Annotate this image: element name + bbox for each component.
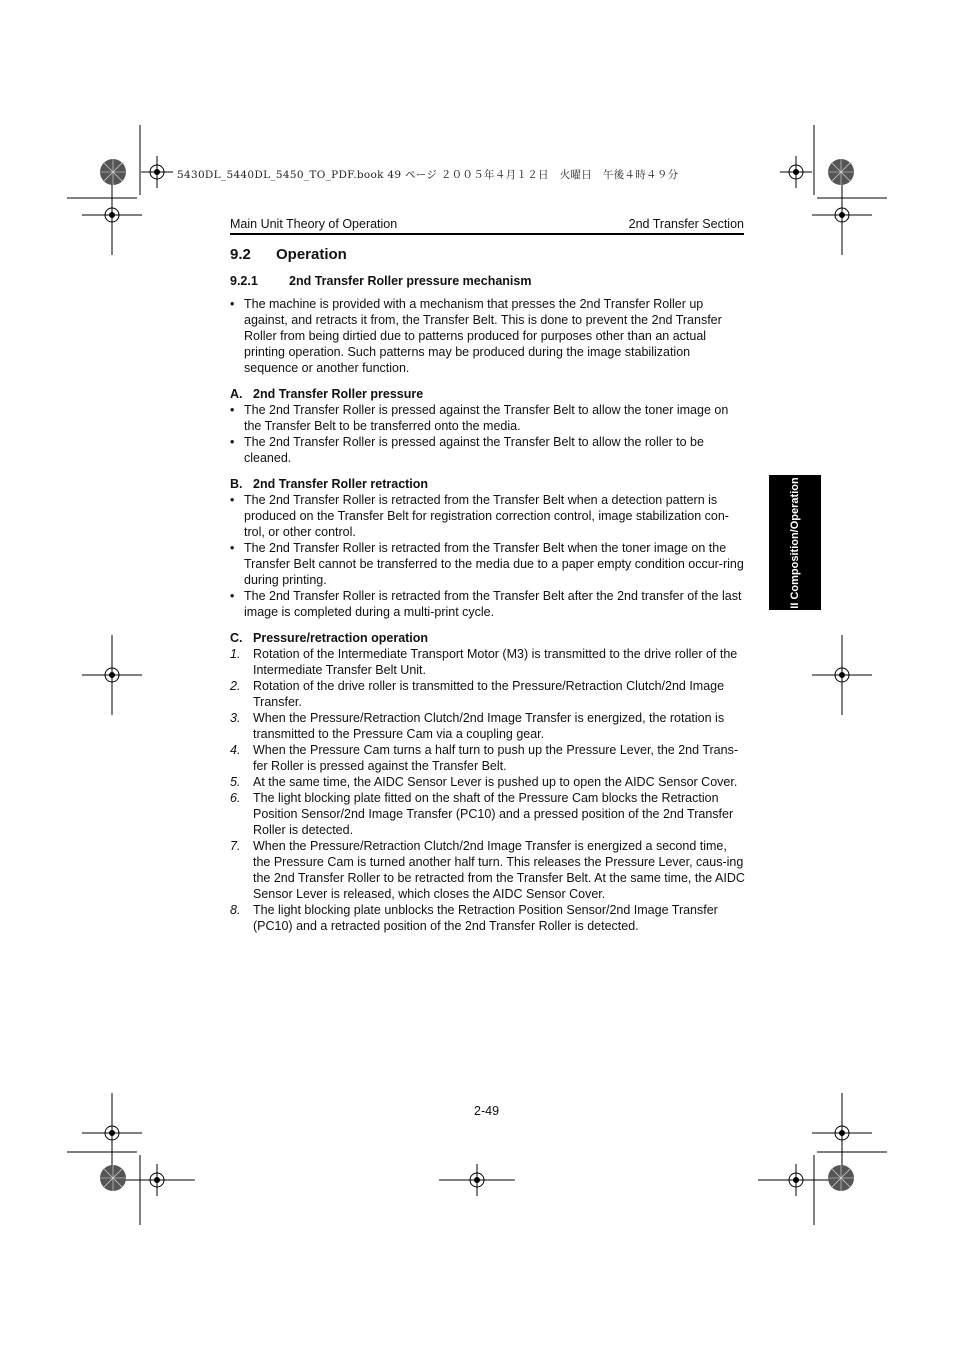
intro-text: The machine is provided with a mechanism that presses the 2nd Transfer Roller up against, and retracts it from, the Transfer Belt. This is done to prevent the 2nd Transfer Roller from being dirtied due to patterns produced for purposes other than an actual printing operation. Such patterns may be produced during the image stabilization sequence or another function.: [244, 297, 722, 375]
file-slug: 5430DL_5440DL_5450_TO_PDF.book 49 ページ ２００５年４月１２日 火曜日 午後４時４９分: [177, 169, 679, 181]
header-rule: [230, 233, 744, 235]
step-text: When the Pressure/Retraction Clutch/2nd Image Transfer is energized a second time, the Pressure Cam is turned another half turn. This releases the Pressure Lever, caus-ing the 2nd Transfer Roller to be retracted from the Transfer Belt. At the same time, the AIDC Sensor Lever is released, which closes the AIDC Sensor Cover.: [253, 839, 745, 901]
step-number: 7.: [230, 839, 241, 853]
list-item: [230, 402, 745, 434]
running-header-left: Main Unit Theory of Operation: [230, 217, 398, 231]
part-b-heading: [230, 476, 745, 492]
part-a-number: A.: [230, 387, 243, 401]
step-text: When the Pressure Cam turns a half turn to push up the Pressure Lever, the 2nd Trans-fer Roller is pressed against the Transfer Belt.: [253, 743, 738, 773]
page-body: [230, 247, 745, 934]
part-b-number: B.: [230, 477, 243, 491]
list-item: [230, 492, 745, 540]
bullet-marker: •: [230, 493, 235, 507]
list-item-text: The 2nd Transfer Roller is retracted from the Transfer Belt when the toner image on the Transfer Belt cannot be transferred to the media due to a paper empty condition occur-ring during printing.: [244, 541, 744, 587]
list-item-text: The 2nd Transfer Roller is retracted from the Transfer Belt when a detection pattern is produced on the Transfer Belt for registration correction control, image stabilization con-trol, or other control.: [244, 493, 729, 539]
part-c-title: Pressure/retraction operation: [253, 631, 429, 645]
part-c-number: C.: [230, 631, 243, 645]
list-item: [230, 588, 745, 620]
step-number: 3.: [230, 711, 241, 725]
step-number: 1.: [230, 647, 241, 661]
subsection-heading: [230, 273, 745, 289]
list-item: [230, 540, 745, 588]
side-tab-label: II Composition/Operation: [789, 476, 801, 609]
step-number: 8.: [230, 903, 241, 917]
list-item: [230, 434, 745, 466]
step-text: Rotation of the drive roller is transmitted to the Pressure/Retraction Clutch/2nd Image Transfer.: [253, 679, 725, 709]
step-number: 6.: [230, 791, 241, 805]
step-text: When the Pressure/Retraction Clutch/2nd Image Transfer is energized, the rotation is transmitted to the Pressure Cam via a coupling gear.: [253, 711, 725, 741]
chapter-side-tab: [769, 475, 821, 610]
step-text: Rotation of the Intermediate Transport Motor (M3) is transmitted to the drive roller of the Intermediate Transfer Belt Unit.: [253, 647, 738, 677]
subsection-number: 9.2.1: [230, 274, 258, 288]
step-number: 4.: [230, 743, 241, 757]
section-heading: [230, 247, 745, 263]
step-text: The light blocking plate fitted on the shaft of the Pressure Cam blocks the Retraction Position Sensor/2nd Image Transfer (PC10) and a pressed position of the 2nd Transfer Roller is detected.: [253, 791, 734, 837]
intro-bullet: [230, 296, 745, 376]
step-item: [230, 742, 745, 774]
step-text: The light blocking plate unblocks the Retraction Position Sensor/2nd Image Transfer (PC10) and a retracted position of the 2nd Transfer Roller is detected.: [253, 903, 718, 933]
step-item: [230, 710, 745, 742]
bullet-marker: •: [230, 403, 235, 417]
bullet-marker: •: [230, 297, 235, 311]
step-text: At the same time, the AIDC Sensor Lever is pushed up to open the AIDC Sensor Cover.: [253, 775, 738, 789]
part-c-heading: [230, 630, 745, 646]
section-number: 9.2: [230, 246, 251, 263]
part-a-title: 2nd Transfer Roller pressure: [253, 387, 424, 401]
bullet-marker: •: [230, 435, 235, 449]
list-item-text: The 2nd Transfer Roller is pressed against the Transfer Belt to allow the toner image on the Transfer Belt to be transferred onto the media.: [244, 403, 729, 433]
step-item: [230, 678, 745, 710]
step-number: 2.: [230, 679, 241, 693]
step-item: [230, 790, 745, 838]
list-item-text: The 2nd Transfer Roller is pressed against the Transfer Belt to allow the roller to be cleaned.: [244, 435, 704, 465]
step-item: [230, 902, 745, 934]
step-item: [230, 774, 745, 790]
list-item-text: The 2nd Transfer Roller is retracted from the Transfer Belt after the 2nd transfer of the last image is completed during a multi-print cycle.: [244, 589, 742, 619]
step-item: [230, 838, 745, 902]
step-number: 5.: [230, 775, 241, 789]
bullet-marker: •: [230, 541, 235, 555]
step-item: [230, 646, 745, 678]
running-header-right: 2nd Transfer Section: [628, 217, 744, 231]
page-number: 2-49: [474, 1104, 500, 1118]
subsection-title: 2nd Transfer Roller pressure mechanism: [289, 274, 532, 288]
section-title: Operation: [276, 246, 347, 263]
part-b-title: 2nd Transfer Roller retraction: [253, 477, 429, 491]
bullet-marker: •: [230, 589, 235, 603]
part-a-heading: [230, 386, 745, 402]
